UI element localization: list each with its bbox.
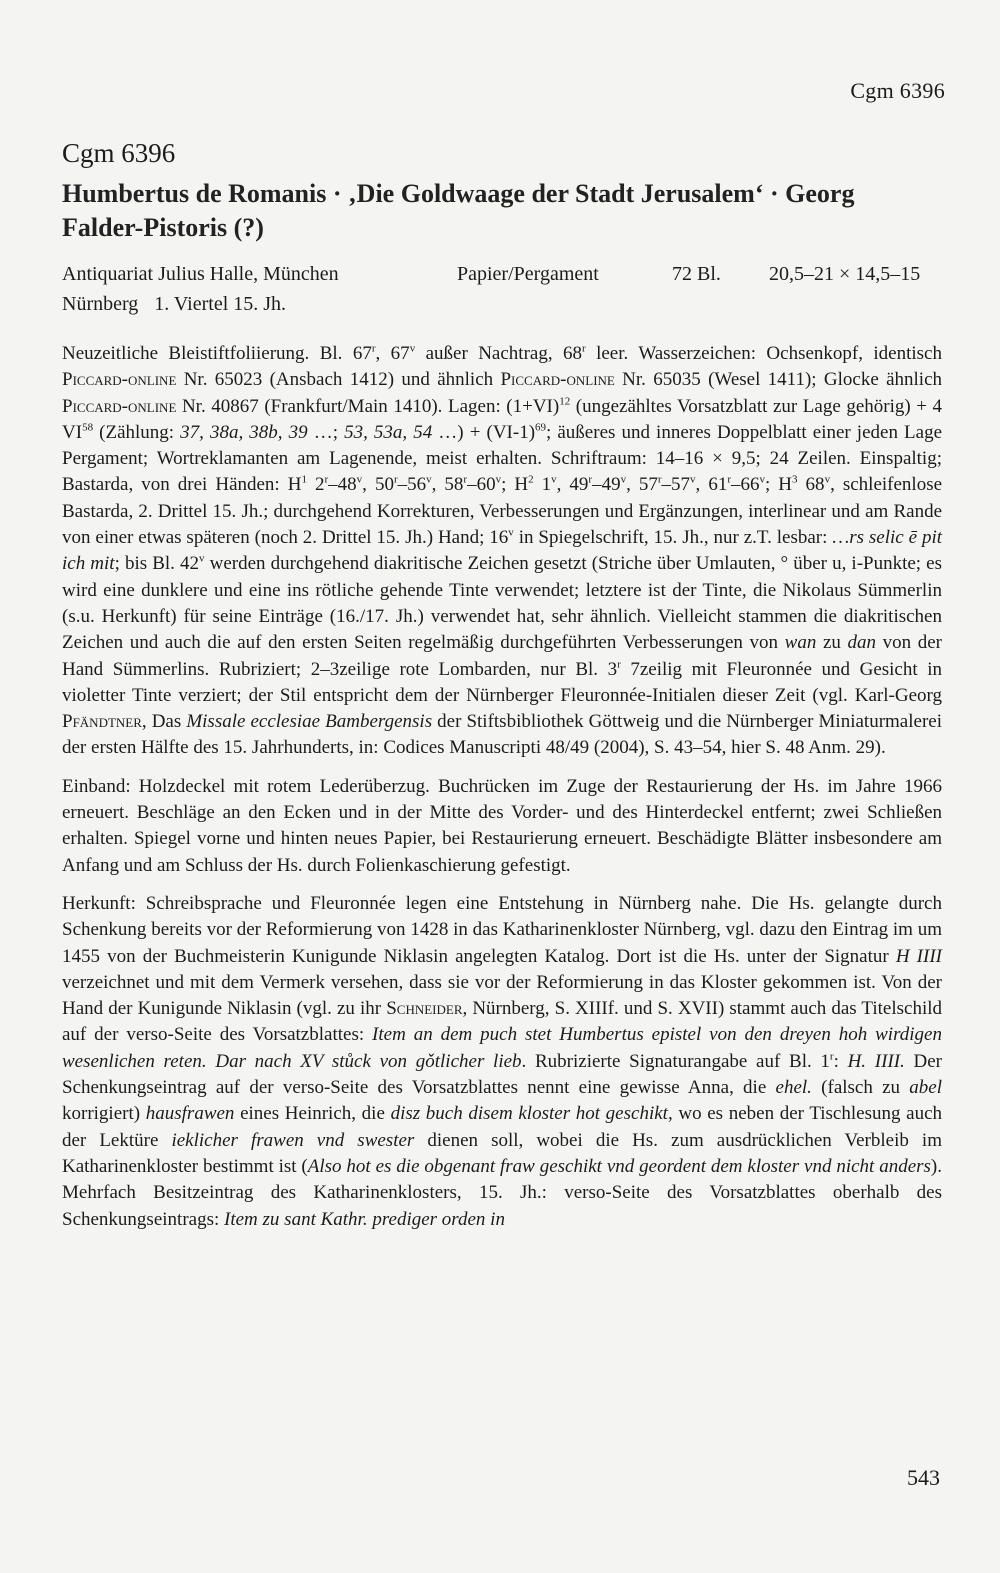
page-number: 543 (907, 1465, 940, 1490)
entry (62, 138, 942, 1245)
summary-row-1 (62, 259, 942, 289)
codicological-summary (62, 259, 942, 319)
date: 1. Viertel 15. Jh. (154, 293, 287, 315)
running-head: Cgm 6396 (850, 78, 945, 103)
material: Papier/Pergament (457, 263, 599, 285)
dealer: Antiquariat Julius Halle, München (62, 263, 339, 285)
shelfmark-heading: Cgm 6396 (62, 138, 176, 168)
binding-paragraph: Einband: Holzdeckel mit rotem Lederüberzug. Buchrücken im Zuge der Restaurierung der Hs. im Jahre 1966 erneuert. Beschläge an den Ecken und in der Mitte des Vorder- und des Hinterdeckel entfernt; zwei Schließen erhalten. Spiegel vorne und hinten neues Papier, bei Restaurierung erneuert. Beschädigte Blätter insbesondere am Anfang und am Schluss der Hs. durch Folienkaschierung gefestigt. (62, 775, 942, 876)
entry-title: Humbertus de Romanis · ‚Die Goldwaage der Stadt Jerusalem‘ · Georg Falder-Pistoris (?) (62, 179, 855, 242)
description-paragraph: Neuzeitliche Bleistiftfoliierung. Bl. 67$^r$, 67$^v$ außer Nachtrag, 68$^r$ leer. Wasserzeichen: Ochsenkopf, identisch Piccard-online Nr. 65023 (Ansbach 1412) und ähnlich Piccard-online Nr. 65035 (Wesel 1411); Glocke ähnlich Piccard-online Nr. 40867 (Frankfurt/Main 1410). Lagen: $(1+VI)^{12}$ (ungezähltes Vorsatzblatt zur Lage gehörig) + 4 VI$^{58}$ (Zählung: 37, 38a, 38b, 39 …; 53, 53a, 54 …) + $(VI-1)^{69}$; äußeres und inneres Doppelblatt einer jeden Lage Pergament; Wortreklamanten am Lagenende, meist erhalten. Schriftraum: 14–16 × 9,5; 24 Zeilen. Einspaltig; Bastarda, von drei Händen: $H^1$ 2$^r$–48$^v$, 50$^r$–56$^v$, 58$^r$–60$^v$; $H^2$ 1$^v$, 49$^r$–49$^v$, 57$^r$–57$^v$, 61$^r$–66$^v$; $H^3$ 68$^v$, schleifenlose Bastarda, 2. Drittel 15. Jh.; durchgehend Korrekturen, Verbesserungen und Ergänzungen, interlinear und am Rande von einer etwas späteren (noch 2. Drittel 15. Jh.) Hand; 16$^v$ in Spiegelschrift, 15. Jh., nur z.T. lesbar: …rs selic ē pit ich mit; bis Bl. 42$^v$ werden durchgehend diakritische Zeichen gesetzt (Striche über Umlauten, ° über u, i-Punkte; es wird eine dunklere und eine ins rötliche gehende Tinte verwendet; letztere ist der Tinte, die Nikolaus Sümmerlin (s.u. Herkunft) für seine Einträge (16./17. Jh.) verwendet hat, sehr ähnlich. Vielleicht stammen die diakritischen Zeichen und auch die auf den ersten Seiten regelmäßig durchgeführten Verbesserungen von wan zu dan von der Hand Sümmerlins. Rubriziert; 2–3zeilige rote Lombarden, nur Bl. 3$^r$ 7zeilig mit Fleuronnée und Gesicht in violetter Tinte verziert; der Stil entspricht dem der Nürnberger Fleuronnée-Initialen dieser Zeit (vgl. Karl-Georg Pfändtner, Das Missale ecclesiae Bambergensis der Stiftsbibliothek Göttweig und die Nürnberger Miniaturmalerei der ersten Hälfte des 15. Jahrhunderts, in: Codices Manuscripti 48/49 (2004), S. 43–54, hier S. 48 Anm. 29). (62, 342, 943, 759)
dimensions: 20,5–21 × 14,5–15 (769, 263, 921, 285)
place: Nürnberg (62, 293, 139, 315)
leaf-count: 72 Bl. (672, 263, 721, 285)
summary-row-2 (62, 289, 942, 319)
provenance-paragraph: Herkunft: Schreibsprache und Fleuronnée legen eine Entstehung in Nürnberg nahe. Die Hs. gelangte durch Schenkung bereits vor der Reformierung von 1428 in das Katharinenkloster Nürnberg, vgl. dazu den Eintrag im um 1455 von der Buchmeisterin Kunigunde Niklasin angelegten Katalog. Dort ist die Hs. unter der Signatur H IIII verzeichnet und mit dem Vermerk versehen, dass sie vor der Reformierung in das Kloster gekommen ist. Von der Hand der Kunigunde Niklasin (vgl. zu ihr Schneider, Nürnberg, S. XIIIf. und S. XVII) stammt auch das Titelschild auf der verso-Seite des Vorsatzblattes: Item an dem puch stet Humbertus epistel von den dreyen hoh wirdigen wesenlichen reten. Dar nach XV stůck von gǒtlicher lieb. Rubrizierte Signaturangabe auf Bl. 1$^r$: H. IIII. Der Schenkungseintrag auf der verso-Seite des Vorsatzblattes nennt eine gewisse Anna, die ehel. (falsch zu abel korrigiert) hausfrawen eines Heinrich, die disz buch disem kloster hot geschikt, wo es neben der Tischlesung auch der Lektüre ieklicher frawen vnd swester dienen soll, wobei die Hs. zum ausdrücklichen Verbleib im Katharinenkloster bestimmt ist (Also hot es die obgenant fraw geschikt vnd geordent dem kloster vnd nicht anders). Mehrfach Besitzeintrag des Katharinenklosters, 15. Jh.: verso-Seite des Vorsatzblattes oberhalb des Schenkungseintrags: Item zu sant Kathr. prediger orden in (62, 892, 942, 1230)
